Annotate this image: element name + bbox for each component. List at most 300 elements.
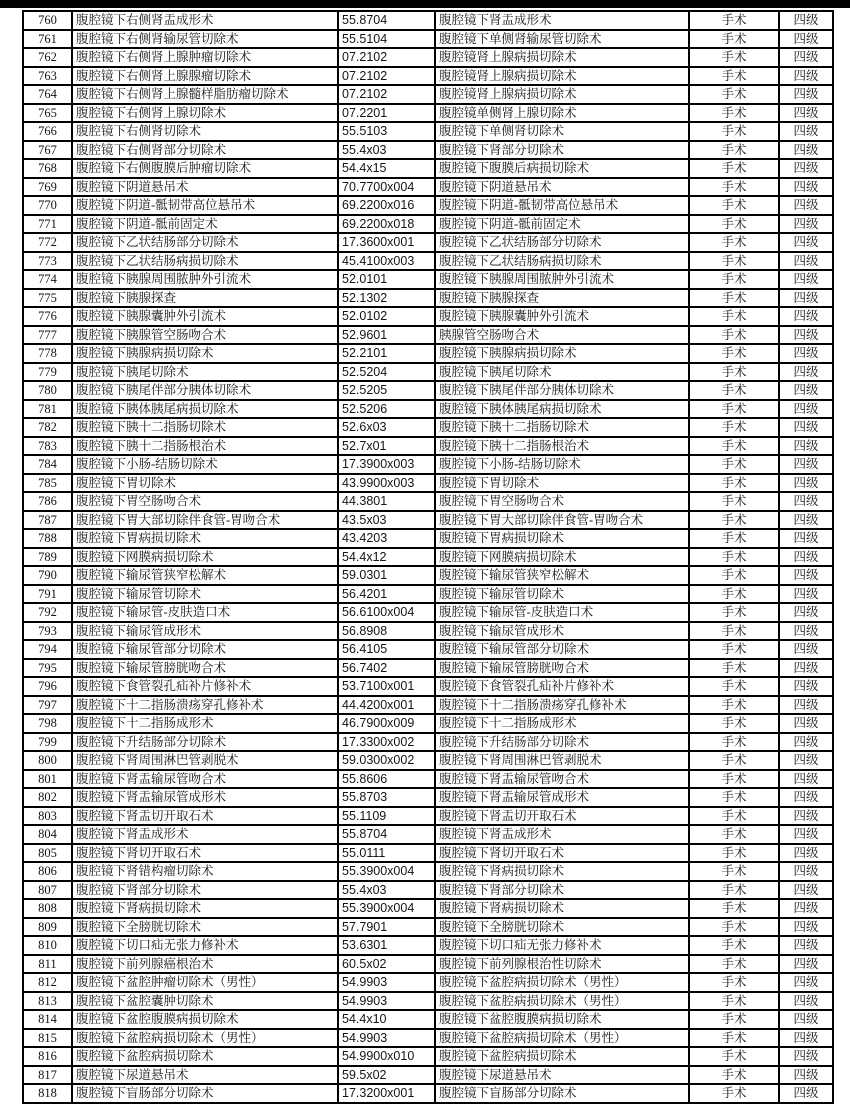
level-cell: 四级 (779, 141, 833, 160)
procedure-name-cell: 腹腔镜下阴道-骶韧带高位悬吊术 (72, 196, 338, 215)
level-cell: 四级 (779, 233, 833, 252)
row-number-cell: 808 (23, 899, 72, 918)
category-cell: 手术 (689, 640, 779, 659)
table-row (23, 178, 833, 197)
row-number-cell: 784 (23, 455, 72, 474)
standard-name-cell: 腹腔镜下肾盂成形术 (435, 11, 689, 30)
row-number-cell: 798 (23, 714, 72, 733)
procedure-name-cell: 腹腔镜下网膜病损切除术 (72, 548, 338, 567)
procedure-code-cell: 57.7901 (338, 918, 435, 937)
standard-name-cell: 腹腔镜下盆腔病损切除术（男性） (435, 1029, 689, 1048)
table-row (23, 511, 833, 530)
level-cell: 四级 (779, 825, 833, 844)
table-row (23, 751, 833, 770)
procedure-name-cell: 腹腔镜下尿道悬吊术 (72, 1066, 338, 1085)
procedure-code-cell: 54.4x12 (338, 548, 435, 567)
row-number-cell: 775 (23, 289, 72, 308)
row-number-cell: 807 (23, 881, 72, 900)
table-row (23, 418, 833, 437)
category-cell: 手术 (689, 252, 779, 271)
row-number-cell: 768 (23, 159, 72, 178)
procedure-name-cell: 腹腔镜下盆腔病损切除术（男性） (72, 1029, 338, 1048)
standard-name-cell: 腹腔镜下切口疝无张力修补术 (435, 936, 689, 955)
procedure-name-cell: 腹腔镜下胰腺探查 (72, 289, 338, 308)
procedure-code-cell: 55.8606 (338, 770, 435, 789)
procedure-name-cell: 腹腔镜下右侧肾盂成形术 (72, 11, 338, 30)
procedure-name-cell: 腹腔镜下盆腔囊肿切除术 (72, 992, 338, 1011)
standard-name-cell: 腹腔镜下输尿管成形术 (435, 622, 689, 641)
level-cell: 四级 (779, 936, 833, 955)
category-cell: 手术 (689, 1047, 779, 1066)
standard-name-cell: 腹腔镜下肾周围淋巴管剥脱术 (435, 751, 689, 770)
standard-name-cell: 腹腔镜下十二指肠溃疡穿孔修补术 (435, 696, 689, 715)
level-cell: 四级 (779, 659, 833, 678)
row-number-cell: 813 (23, 992, 72, 1011)
category-cell: 手术 (689, 11, 779, 30)
standard-name-cell: 腹腔镜下胰十二指肠切除术 (435, 418, 689, 437)
procedure-name-cell: 腹腔镜下肾错构瘤切除术 (72, 862, 338, 881)
table-row (23, 326, 833, 345)
level-cell: 四级 (779, 326, 833, 345)
table-row (23, 233, 833, 252)
procedure-code-cell: 52.9601 (338, 326, 435, 345)
table-row (23, 159, 833, 178)
category-cell: 手术 (689, 622, 779, 641)
table-row (23, 825, 833, 844)
standard-name-cell: 腹腔镜下单侧肾输尿管切除术 (435, 30, 689, 49)
row-number-cell: 818 (23, 1084, 72, 1103)
procedure-name-cell: 腹腔镜下胃大部切除伴食管-胃吻合术 (72, 511, 338, 530)
procedure-code-cell: 56.4201 (338, 585, 435, 604)
row-number-cell: 802 (23, 788, 72, 807)
table-row (23, 529, 833, 548)
procedure-name-cell: 腹腔镜下肾盂输尿管成形术 (72, 788, 338, 807)
procedure-name-cell: 腹腔镜下输尿管切除术 (72, 585, 338, 604)
procedure-name-cell: 腹腔镜下胰十二指肠根治术 (72, 437, 338, 456)
level-cell: 四级 (779, 418, 833, 437)
standard-name-cell: 腹腔镜下胃病损切除术 (435, 529, 689, 548)
standard-name-cell: 腹腔镜下胃空肠吻合术 (435, 492, 689, 511)
procedure-name-cell: 腹腔镜下右侧肾切除术 (72, 122, 338, 141)
table-row (23, 622, 833, 641)
table-row (23, 307, 833, 326)
level-cell: 四级 (779, 400, 833, 419)
procedure-name-cell: 腹腔镜下右侧肾上腺切除术 (72, 104, 338, 123)
procedure-code-cell: 59.5x02 (338, 1066, 435, 1085)
procedure-name-cell: 腹腔镜下右侧肾部分切除术 (72, 141, 338, 160)
procedure-name-cell: 腹腔镜下胰腺管空肠吻合术 (72, 326, 338, 345)
procedure-code-cell: 55.1109 (338, 807, 435, 826)
standard-name-cell: 腹腔镜下胃切除术 (435, 474, 689, 493)
standard-name-cell: 腹腔镜肾上腺病损切除术 (435, 48, 689, 67)
procedure-name-cell: 腹腔镜下乙状结肠病损切除术 (72, 252, 338, 271)
table-row (23, 807, 833, 826)
standard-name-cell: 腹腔镜下腹膜后病损切除术 (435, 159, 689, 178)
category-cell: 手术 (689, 400, 779, 419)
procedure-name-cell: 腹腔镜下右侧腹膜后肿瘤切除术 (72, 159, 338, 178)
procedure-name-cell: 腹腔镜下胰腺囊肿外引流术 (72, 307, 338, 326)
procedure-code-cell: 52.5204 (338, 363, 435, 382)
standard-name-cell: 腹腔镜下肾盂输尿管吻合术 (435, 770, 689, 789)
procedure-code-cell: 60.5x02 (338, 955, 435, 974)
level-cell: 四级 (779, 603, 833, 622)
level-cell: 四级 (779, 289, 833, 308)
procedure-code-cell: 54.4x15 (338, 159, 435, 178)
procedure-name-cell: 腹腔镜下肾盂切开取石术 (72, 807, 338, 826)
row-number-cell: 765 (23, 104, 72, 123)
procedure-code-cell: 59.0301 (338, 566, 435, 585)
standard-name-cell: 腹腔镜下前列腺根治性切除术 (435, 955, 689, 974)
procedure-code-cell: 54.9903 (338, 973, 435, 992)
table-row (23, 437, 833, 456)
category-cell: 手术 (689, 437, 779, 456)
procedure-code-cell: 53.6301 (338, 936, 435, 955)
level-cell: 四级 (779, 714, 833, 733)
procedure-code-cell: 53.7100x001 (338, 677, 435, 696)
row-number-cell: 796 (23, 677, 72, 696)
table-row (23, 381, 833, 400)
level-cell: 四级 (779, 1029, 833, 1048)
procedure-code-cell: 59.0300x002 (338, 751, 435, 770)
level-cell: 四级 (779, 881, 833, 900)
table-row (23, 215, 833, 234)
row-number-cell: 789 (23, 548, 72, 567)
standard-name-cell: 腹腔镜下升结肠部分切除术 (435, 733, 689, 752)
table-row (23, 936, 833, 955)
level-cell: 四级 (779, 733, 833, 752)
table-row (23, 973, 833, 992)
standard-name-cell: 腹腔镜下胰腺探查 (435, 289, 689, 308)
category-cell: 手术 (689, 141, 779, 160)
procedure-name-cell: 腹腔镜下胰尾切除术 (72, 363, 338, 382)
table-row (23, 400, 833, 419)
row-number-cell: 771 (23, 215, 72, 234)
row-number-cell: 799 (23, 733, 72, 752)
category-cell: 手术 (689, 1029, 779, 1048)
category-cell: 手术 (689, 973, 779, 992)
procedure-name-cell: 腹腔镜下右侧肾输尿管切除术 (72, 30, 338, 49)
procedure-name-cell: 腹腔镜下前列腺癌根治术 (72, 955, 338, 974)
procedure-code-cell: 44.4200x001 (338, 696, 435, 715)
row-number-cell: 809 (23, 918, 72, 937)
table-row (23, 196, 833, 215)
standard-name-cell: 腹腔镜肾上腺病损切除术 (435, 67, 689, 86)
procedure-code-cell: 07.2102 (338, 85, 435, 104)
table-row (23, 141, 833, 160)
standard-name-cell: 腹腔镜下输尿管狭窄松解术 (435, 566, 689, 585)
category-cell: 手术 (689, 178, 779, 197)
level-cell: 四级 (779, 640, 833, 659)
procedure-code-cell: 56.7402 (338, 659, 435, 678)
table-row (23, 252, 833, 271)
standard-name-cell: 腹腔镜下食管裂孔疝补片修补术 (435, 677, 689, 696)
category-cell: 手术 (689, 344, 779, 363)
table-row (23, 1047, 833, 1066)
procedure-table-body (23, 11, 833, 1103)
level-cell: 四级 (779, 178, 833, 197)
procedure-name-cell: 腹腔镜下阴道-骶前固定术 (72, 215, 338, 234)
standard-name-cell: 腹腔镜下胰十二指肠根治术 (435, 437, 689, 456)
procedure-name-cell: 腹腔镜下肾切开取石术 (72, 844, 338, 863)
table-row (23, 122, 833, 141)
procedure-code-cell: 52.0102 (338, 307, 435, 326)
row-number-cell: 766 (23, 122, 72, 141)
procedure-code-cell: 55.5104 (338, 30, 435, 49)
row-number-cell: 763 (23, 67, 72, 86)
procedure-code-cell: 17.3900x003 (338, 455, 435, 474)
category-cell: 手术 (689, 455, 779, 474)
standard-name-cell: 腹腔镜下肾盂成形术 (435, 825, 689, 844)
level-cell: 四级 (779, 696, 833, 715)
row-number-cell: 794 (23, 640, 72, 659)
procedure-name-cell: 腹腔镜下盲肠部分切除术 (72, 1084, 338, 1103)
row-number-cell: 777 (23, 326, 72, 345)
level-cell: 四级 (779, 677, 833, 696)
procedure-name-cell: 腹腔镜下升结肠部分切除术 (72, 733, 338, 752)
row-number-cell: 776 (23, 307, 72, 326)
category-cell: 手术 (689, 548, 779, 567)
row-number-cell: 797 (23, 696, 72, 715)
table-row (23, 714, 833, 733)
table-row (23, 899, 833, 918)
standard-name-cell: 腹腔镜下胰尾伴部分胰体切除术 (435, 381, 689, 400)
procedure-code-cell: 52.5206 (338, 400, 435, 419)
category-cell: 手术 (689, 751, 779, 770)
level-cell: 四级 (779, 67, 833, 86)
category-cell: 手术 (689, 862, 779, 881)
level-cell: 四级 (779, 751, 833, 770)
table-row (23, 1066, 833, 1085)
procedure-name-cell: 腹腔镜下胰体胰尾病损切除术 (72, 400, 338, 419)
table-row (23, 603, 833, 622)
procedure-code-cell: 52.0101 (338, 270, 435, 289)
category-cell: 手术 (689, 696, 779, 715)
procedure-code-cell: 45.4100x003 (338, 252, 435, 271)
standard-name-cell: 胰腺管空肠吻合术 (435, 326, 689, 345)
table-row (23, 659, 833, 678)
level-cell: 四级 (779, 511, 833, 530)
category-cell: 手术 (689, 566, 779, 585)
procedure-name-cell: 腹腔镜下切口疝无张力修补术 (72, 936, 338, 955)
level-cell: 四级 (779, 48, 833, 67)
category-cell: 手术 (689, 733, 779, 752)
category-cell: 手术 (689, 659, 779, 678)
category-cell: 手术 (689, 122, 779, 141)
standard-name-cell: 腹腔镜下胰腺周围脓肿外引流术 (435, 270, 689, 289)
standard-name-cell: 腹腔镜下输尿管-皮肤造口术 (435, 603, 689, 622)
standard-name-cell: 腹腔镜下单侧肾切除术 (435, 122, 689, 141)
row-number-cell: 783 (23, 437, 72, 456)
procedure-code-cell: 70.7700x004 (338, 178, 435, 197)
procedure-code-cell: 69.2200x018 (338, 215, 435, 234)
procedure-name-cell: 腹腔镜下输尿管膀胱吻合术 (72, 659, 338, 678)
procedure-code-cell: 07.2102 (338, 67, 435, 86)
row-number-cell: 787 (23, 511, 72, 530)
category-cell: 手术 (689, 326, 779, 345)
standard-name-cell: 腹腔镜下胰体胰尾病损切除术 (435, 400, 689, 419)
table-row (23, 788, 833, 807)
level-cell: 四级 (779, 622, 833, 641)
procedure-name-cell: 腹腔镜下胰尾伴部分胰体切除术 (72, 381, 338, 400)
level-cell: 四级 (779, 585, 833, 604)
category-cell: 手术 (689, 825, 779, 844)
procedure-name-cell: 腹腔镜下盆腔腹膜病损切除术 (72, 1010, 338, 1029)
table-row (23, 733, 833, 752)
standard-name-cell: 腹腔镜下盆腔病损切除术（男性） (435, 973, 689, 992)
standard-name-cell: 腹腔镜下乙状结肠病损切除术 (435, 252, 689, 271)
row-number-cell: 795 (23, 659, 72, 678)
table-row (23, 289, 833, 308)
row-number-cell: 800 (23, 751, 72, 770)
procedure-code-cell: 54.9900x010 (338, 1047, 435, 1066)
category-cell: 手术 (689, 677, 779, 696)
scan-artifact-band (0, 0, 850, 8)
procedure-name-cell: 腹腔镜下输尿管成形术 (72, 622, 338, 641)
category-cell: 手术 (689, 363, 779, 382)
row-number-cell: 780 (23, 381, 72, 400)
procedure-code-cell: 56.6100x004 (338, 603, 435, 622)
procedure-code-cell: 56.4105 (338, 640, 435, 659)
level-cell: 四级 (779, 270, 833, 289)
table-row (23, 455, 833, 474)
table-row (23, 1010, 833, 1029)
row-number-cell: 810 (23, 936, 72, 955)
table-row (23, 1029, 833, 1048)
level-cell: 四级 (779, 788, 833, 807)
row-number-cell: 773 (23, 252, 72, 271)
level-cell: 四级 (779, 159, 833, 178)
level-cell: 四级 (779, 30, 833, 49)
row-number-cell: 804 (23, 825, 72, 844)
procedure-name-cell: 腹腔镜下右侧肾上腺肿瘤切除术 (72, 48, 338, 67)
table-row (23, 770, 833, 789)
procedure-name-cell: 腹腔镜下盆腔病损切除术 (72, 1047, 338, 1066)
category-cell: 手术 (689, 714, 779, 733)
category-cell: 手术 (689, 48, 779, 67)
standard-name-cell: 腹腔镜下胰腺病损切除术 (435, 344, 689, 363)
table-row (23, 844, 833, 863)
table-row (23, 548, 833, 567)
procedure-code-cell: 17.3600x001 (338, 233, 435, 252)
category-cell: 手术 (689, 159, 779, 178)
row-number-cell: 779 (23, 363, 72, 382)
row-number-cell: 801 (23, 770, 72, 789)
standard-name-cell: 腹腔镜下输尿管部分切除术 (435, 640, 689, 659)
standard-name-cell: 腹腔镜下盲肠部分切除术 (435, 1084, 689, 1103)
standard-name-cell: 腹腔镜下小肠-结肠切除术 (435, 455, 689, 474)
procedure-name-cell: 腹腔镜下肾盂成形术 (72, 825, 338, 844)
row-number-cell: 781 (23, 400, 72, 419)
row-number-cell: 803 (23, 807, 72, 826)
procedure-code-cell: 52.6x03 (338, 418, 435, 437)
procedure-name-cell: 腹腔镜下小肠-结肠切除术 (72, 455, 338, 474)
table-row (23, 67, 833, 86)
standard-name-cell: 腹腔镜下盆腔病损切除术（男性） (435, 992, 689, 1011)
standard-name-cell: 腹腔镜下网膜病损切除术 (435, 548, 689, 567)
table-row (23, 955, 833, 974)
category-cell: 手术 (689, 881, 779, 900)
procedure-name-cell: 腹腔镜下输尿管部分切除术 (72, 640, 338, 659)
standard-name-cell: 腹腔镜下尿道悬吊术 (435, 1066, 689, 1085)
procedure-code-cell: 52.5205 (338, 381, 435, 400)
table-row (23, 696, 833, 715)
level-cell: 四级 (779, 1010, 833, 1029)
row-number-cell: 782 (23, 418, 72, 437)
standard-name-cell: 腹腔镜下肾盂输尿管成形术 (435, 788, 689, 807)
row-number-cell: 767 (23, 141, 72, 160)
level-cell: 四级 (779, 566, 833, 585)
procedure-code-cell: 52.7x01 (338, 437, 435, 456)
standard-name-cell: 腹腔镜下胰尾切除术 (435, 363, 689, 382)
procedure-code-cell: 54.9903 (338, 992, 435, 1011)
category-cell: 手术 (689, 270, 779, 289)
procedure-name-cell: 腹腔镜下肾部分切除术 (72, 881, 338, 900)
table-row (23, 1084, 833, 1103)
category-cell: 手术 (689, 104, 779, 123)
category-cell: 手术 (689, 307, 779, 326)
procedure-code-cell: 55.3900x004 (338, 899, 435, 918)
procedure-name-cell: 腹腔镜下胃病损切除术 (72, 529, 338, 548)
level-cell: 四级 (779, 899, 833, 918)
procedure-name-cell: 腹腔镜下右侧肾上腺髓样脂肪瘤切除术 (72, 85, 338, 104)
procedure-code-cell: 52.1302 (338, 289, 435, 308)
standard-name-cell: 腹腔镜单侧肾上腺切除术 (435, 104, 689, 123)
level-cell: 四级 (779, 196, 833, 215)
level-cell: 四级 (779, 252, 833, 271)
table-row (23, 640, 833, 659)
category-cell: 手术 (689, 67, 779, 86)
procedure-code-cell: 43.9900x003 (338, 474, 435, 493)
procedure-name-cell: 腹腔镜下输尿管-皮肤造口术 (72, 603, 338, 622)
standard-name-cell: 腹腔镜下肾病损切除术 (435, 899, 689, 918)
level-cell: 四级 (779, 955, 833, 974)
table-row (23, 30, 833, 49)
category-cell: 手术 (689, 85, 779, 104)
standard-name-cell: 腹腔镜下阴道-骶前固定术 (435, 215, 689, 234)
standard-name-cell: 腹腔镜下输尿管膀胱吻合术 (435, 659, 689, 678)
level-cell: 四级 (779, 918, 833, 937)
procedure-code-cell: 43.4203 (338, 529, 435, 548)
category-cell: 手术 (689, 511, 779, 530)
procedure-code-cell: 17.3200x001 (338, 1084, 435, 1103)
row-number-cell: 805 (23, 844, 72, 863)
level-cell: 四级 (779, 455, 833, 474)
category-cell: 手术 (689, 289, 779, 308)
category-cell: 手术 (689, 788, 779, 807)
category-cell: 手术 (689, 1066, 779, 1085)
level-cell: 四级 (779, 492, 833, 511)
level-cell: 四级 (779, 529, 833, 548)
level-cell: 四级 (779, 1084, 833, 1103)
procedure-code-cell: 52.2101 (338, 344, 435, 363)
procedure-code-cell: 55.8704 (338, 11, 435, 30)
category-cell: 手术 (689, 30, 779, 49)
standard-name-cell: 腹腔镜下胃大部切除伴食管-胃吻合术 (435, 511, 689, 530)
category-cell: 手术 (689, 936, 779, 955)
level-cell: 四级 (779, 11, 833, 30)
table-row (23, 104, 833, 123)
level-cell: 四级 (779, 1066, 833, 1085)
table-row (23, 881, 833, 900)
category-cell: 手术 (689, 899, 779, 918)
table-row (23, 48, 833, 67)
procedure-name-cell: 腹腔镜下胰腺病损切除术 (72, 344, 338, 363)
procedure-name-cell: 腹腔镜下输尿管狭窄松解术 (72, 566, 338, 585)
procedure-name-cell: 腹腔镜下右侧肾上腺腺瘤切除术 (72, 67, 338, 86)
level-cell: 四级 (779, 862, 833, 881)
level-cell: 四级 (779, 1047, 833, 1066)
standard-name-cell: 腹腔镜下肾切开取石术 (435, 844, 689, 863)
